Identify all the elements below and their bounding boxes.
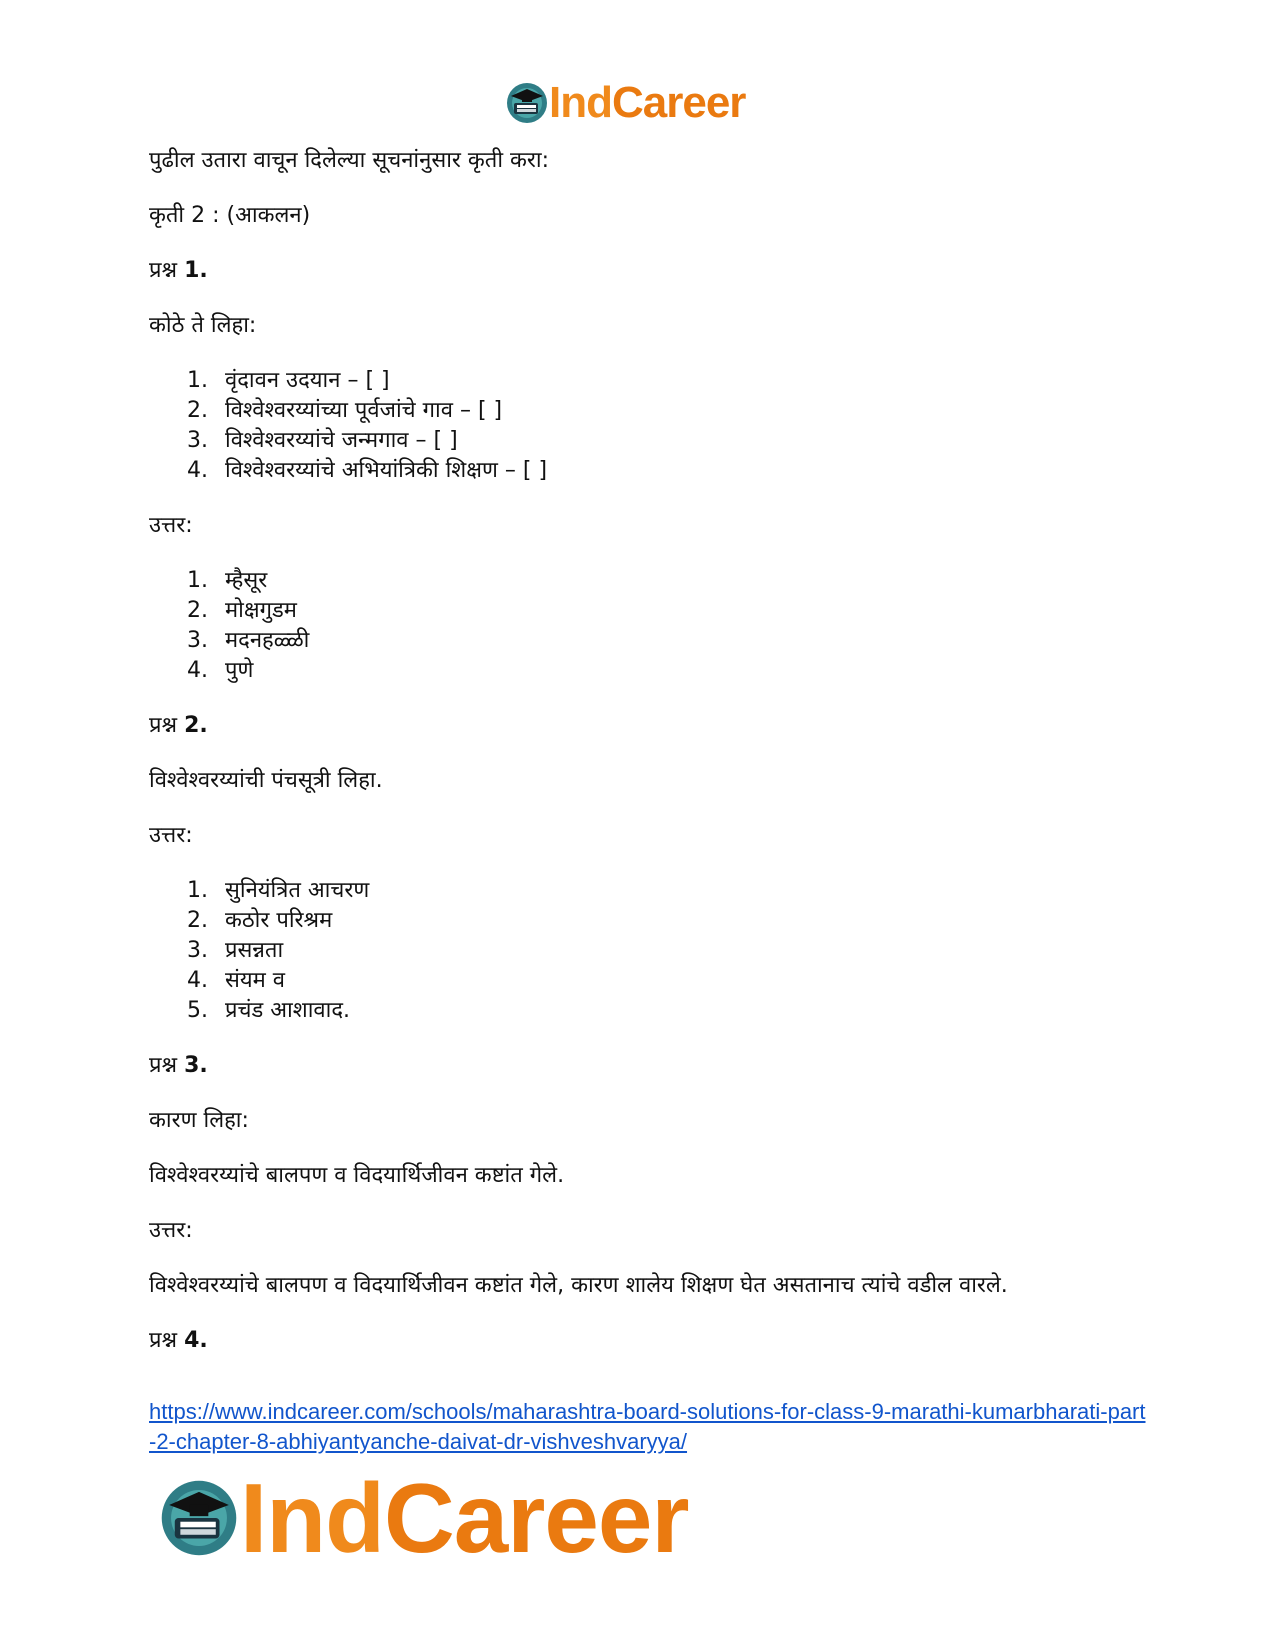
question-1-items (149, 366, 1129, 486)
list-item: 3. विश्वेश्वरय्यांचे जन्मगाव – [ ] (187, 428, 458, 453)
list-item: 1. वृंदावन उदयान – [ ] (187, 368, 390, 393)
question-1-prompt: कोठे ते लिहा: (149, 313, 257, 338)
answer-label: उत्तर: (149, 513, 193, 538)
graduation-book-icon (505, 81, 549, 125)
document-body (149, 146, 1129, 1356)
question-2-heading: प्रश्न 2. (149, 713, 208, 738)
source-link[interactable]: https://www.indcareer.com/schools/maharashtra-board-solutions-for-class-9-marathi-kumarbharati-part-2-chapter-8-abhiyantyanche-daivat-dr-vishveshvaryya/ (149, 1399, 1146, 1454)
question-2-answers (149, 876, 1129, 1026)
activity-heading: कृती 2 : (आकलन) (149, 203, 311, 228)
question-1-heading: प्रश्न 1. (149, 258, 208, 283)
list-item: 1. म्हैसूर (187, 568, 268, 593)
list-item: 4. विश्वेश्वरय्यांचे अभियांत्रिकी शिक्षण – [ ] (187, 458, 548, 483)
list-item: 3. प्रसन्नता (187, 938, 284, 963)
question-3-prompt: कारण लिहा: (149, 1108, 249, 1133)
list-item: 1. सुनियंत्रित आचरण (187, 878, 370, 903)
indcareer-logo-bottom (158, 1463, 689, 1573)
list-item: 2. कठोर परिश्रम (187, 908, 333, 933)
logo-text-ind: Ind (549, 78, 612, 127)
list-item: 3. मदनहळ्ळी (187, 628, 310, 653)
indcareer-logo-top (505, 80, 745, 126)
logo-text-career: Career (383, 1463, 689, 1573)
question-1-answers (149, 566, 1129, 686)
question-3-answer: विश्वेश्वरय्यांचे बालपण व विदयार्थिजीवन कष्टांत गेले, कारण शालेय शिक्षण घेत असतानाच त्यांचे वडील वारले. (149, 1273, 1008, 1298)
list-item: 2. मोक्षगुडम (187, 598, 297, 623)
list-item: 5. प्रचंड आशावाद. (187, 998, 350, 1023)
list-item: 2. विश्वेश्वरय्यांच्या पूर्वजांचे गाव – [ ] (187, 398, 503, 423)
logo-text-career: Career (611, 78, 746, 127)
logo-text-ind: Ind (240, 1463, 384, 1573)
question-3-statement: विश्वेश्वरय्यांचे बालपण व विदयार्थिजीवन कष्टांत गेले. (149, 1163, 565, 1188)
answer-label: उत्तर: (149, 823, 193, 848)
list-item: 4. संयम व (187, 968, 286, 993)
question-3-heading: प्रश्न 3. (149, 1053, 208, 1078)
graduation-book-icon (158, 1477, 240, 1559)
list-item: 4. पुणे (187, 658, 254, 683)
intro-text: पुढील उतारा वाचून दिलेल्या सूचनांनुसार कृती करा: (149, 148, 550, 173)
answer-label: उत्तर: (149, 1218, 193, 1243)
question-2-prompt: विश्वेश्वरय्यांची पंचसूत्री लिहा. (149, 768, 383, 793)
question-4-heading: प्रश्न 4. (149, 1328, 208, 1353)
